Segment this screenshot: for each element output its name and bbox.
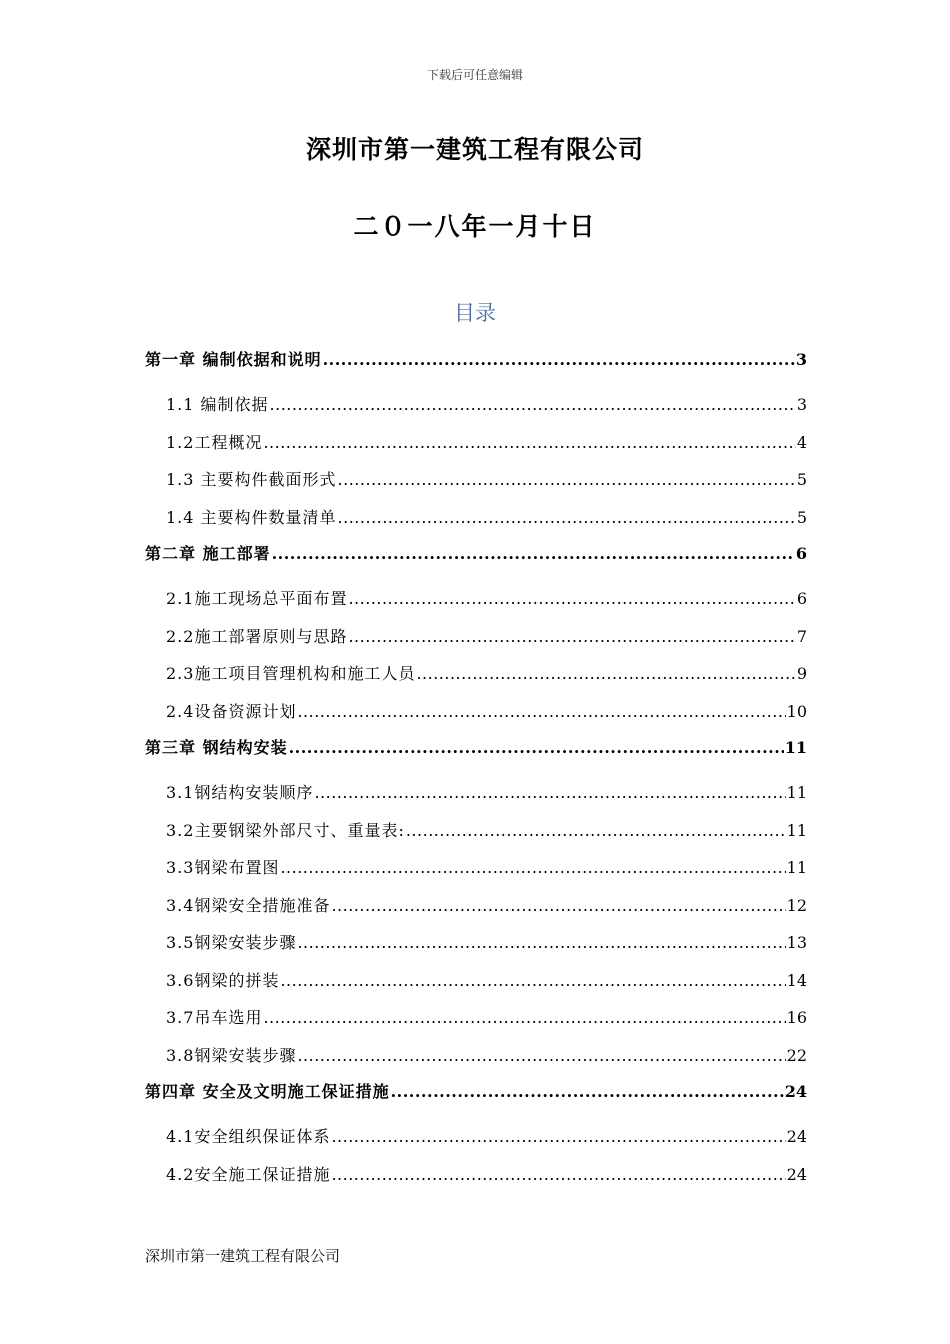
toc-leader-dots bbox=[391, 1074, 784, 1110]
toc-section-entry[interactable] bbox=[145, 1037, 807, 1075]
toc-entry-title: 第三章 钢结构安装 bbox=[145, 738, 288, 757]
toc-leader-dots bbox=[348, 580, 795, 618]
toc-entry-title: 1.3 主要构件截面形式 bbox=[166, 470, 337, 489]
toc-entry-title: 第二章 施工部署 bbox=[145, 544, 271, 563]
toc-section-entry[interactable] bbox=[145, 1156, 807, 1194]
toc-leader-dots bbox=[263, 999, 785, 1037]
toc-entry-title: 3.5钢梁安装步骤 bbox=[166, 933, 297, 952]
toc-entry-title: 2.1施工现场总平面布置 bbox=[166, 589, 348, 608]
toc-section-entry[interactable] bbox=[145, 461, 807, 499]
toc-leader-dots bbox=[331, 1118, 785, 1156]
toc-page-number: 11 bbox=[786, 820, 807, 840]
toc-leader-dots bbox=[406, 812, 786, 850]
toc-entry-title: 1.1 编制依据 bbox=[166, 395, 269, 414]
toc-entry-title: 3.8钢梁安装步骤 bbox=[166, 1045, 297, 1065]
toc-section-entry[interactable] bbox=[145, 580, 807, 618]
toc-entry-title: 3.1钢结构安装顺序 bbox=[166, 783, 314, 802]
toc-leader-dots bbox=[338, 499, 796, 537]
company-title: 深圳市第一建筑工程有限公司 bbox=[305, 135, 644, 164]
toc-leader-dots bbox=[314, 774, 785, 812]
toc-page-number: 12 bbox=[786, 895, 807, 915]
toc-page-number: 11 bbox=[786, 858, 807, 877]
toc-page-number: 5 bbox=[796, 470, 807, 489]
toc-entry-title: 3.3钢梁布置图 bbox=[166, 858, 280, 877]
toc-page-number: 5 bbox=[796, 507, 807, 527]
toc-leader-dots bbox=[338, 461, 796, 499]
toc-page-number: 3 bbox=[795, 350, 807, 369]
toc-page-number: 11 bbox=[786, 783, 807, 802]
toc-page-number: 7 bbox=[796, 626, 807, 646]
toc-leader-dots bbox=[270, 386, 796, 424]
toc-entry-title: 3.6钢梁的拼装 bbox=[166, 970, 280, 990]
toc-section-entry[interactable] bbox=[145, 887, 807, 925]
toc-page-number: 24 bbox=[786, 1164, 807, 1184]
toc-entry-title: 2.3施工项目管理机构和施工人员 bbox=[166, 664, 416, 683]
toc-leader-dots bbox=[280, 962, 785, 1000]
toc-page-number: 6 bbox=[796, 589, 807, 608]
toc-page-number: 4 bbox=[796, 432, 807, 452]
toc-section-entry[interactable] bbox=[145, 618, 807, 656]
toc-chapter-entry[interactable] bbox=[145, 536, 807, 580]
toc-leader-dots bbox=[297, 924, 785, 962]
toc-entry-title: 4.1安全组织保证体系 bbox=[166, 1127, 331, 1146]
toc-leader-dots bbox=[416, 655, 795, 693]
toc-chapter-entry[interactable] bbox=[145, 342, 807, 386]
toc-entry-title: 2.2施工部署原则与思路 bbox=[166, 626, 348, 646]
toc-entry-title: 第四章 安全及文明施工保证措施 bbox=[145, 1082, 390, 1101]
toc-leader-dots bbox=[272, 536, 795, 572]
toc-entry-title: 3.2主要钢梁外部尺寸、重量表: bbox=[166, 820, 405, 840]
toc-page-number: 10 bbox=[786, 701, 807, 721]
toc-section-entry[interactable] bbox=[145, 962, 807, 1000]
toc-leader-dots bbox=[297, 1037, 785, 1075]
toc-page-number: 11 bbox=[784, 738, 807, 757]
toc-leader-dots bbox=[297, 693, 785, 731]
toc-section-entry[interactable] bbox=[145, 924, 807, 962]
toc-entry-title: 第一章 编制依据和说明 bbox=[145, 350, 322, 369]
toc-leader-dots bbox=[331, 1156, 785, 1194]
document-date: 二０一八年一月十日 bbox=[353, 212, 597, 241]
toc-leader-dots bbox=[263, 424, 795, 462]
toc-leader-dots bbox=[348, 618, 795, 656]
toc-leader-dots bbox=[323, 342, 795, 378]
toc-page-number: 3 bbox=[796, 395, 807, 414]
toc-page-number: 16 bbox=[786, 1008, 807, 1027]
toc-section-entry[interactable] bbox=[145, 849, 807, 887]
toc-entry-title: 1.4 主要构件数量清单 bbox=[166, 507, 337, 527]
toc-section-entry[interactable] bbox=[145, 774, 807, 812]
toc-page-number: 14 bbox=[786, 970, 807, 990]
toc-page-number: 22 bbox=[786, 1045, 807, 1065]
toc-page-number: 6 bbox=[795, 544, 807, 563]
toc-page-number: 24 bbox=[786, 1127, 807, 1146]
toc-leader-dots bbox=[331, 887, 785, 925]
toc-entry-title: 2.4设备资源计划 bbox=[166, 701, 297, 721]
header-note: 下载后可任意编辑 bbox=[426, 68, 523, 82]
toc-heading: 目录 bbox=[454, 301, 496, 325]
toc-section-entry[interactable] bbox=[145, 386, 807, 424]
toc-section-entry[interactable] bbox=[145, 655, 807, 693]
table-of-contents bbox=[145, 342, 807, 1193]
toc-section-entry[interactable] bbox=[145, 499, 807, 537]
toc-leader-dots bbox=[280, 849, 785, 887]
toc-entry-title: 1.2工程概况 bbox=[166, 432, 263, 452]
toc-page-number: 24 bbox=[784, 1082, 807, 1101]
toc-entry-title: 3.7吊车选用 bbox=[166, 1008, 263, 1027]
toc-entry-title: 3.4钢梁安全措施准备 bbox=[166, 895, 331, 915]
toc-section-entry[interactable] bbox=[145, 812, 807, 850]
toc-section-entry[interactable] bbox=[145, 1118, 807, 1156]
toc-section-entry[interactable] bbox=[145, 999, 807, 1037]
toc-page-number: 9 bbox=[796, 664, 807, 683]
toc-page-number: 13 bbox=[786, 933, 807, 952]
footer-company: 深圳市第一建筑工程有限公司 bbox=[145, 1247, 341, 1265]
toc-section-entry[interactable] bbox=[145, 424, 807, 462]
toc-entry-title: 4.2安全施工保证措施 bbox=[166, 1164, 331, 1184]
toc-chapter-entry[interactable] bbox=[145, 1074, 807, 1118]
toc-chapter-entry[interactable] bbox=[145, 730, 807, 774]
toc-leader-dots bbox=[289, 730, 784, 766]
toc-section-entry[interactable] bbox=[145, 693, 807, 731]
